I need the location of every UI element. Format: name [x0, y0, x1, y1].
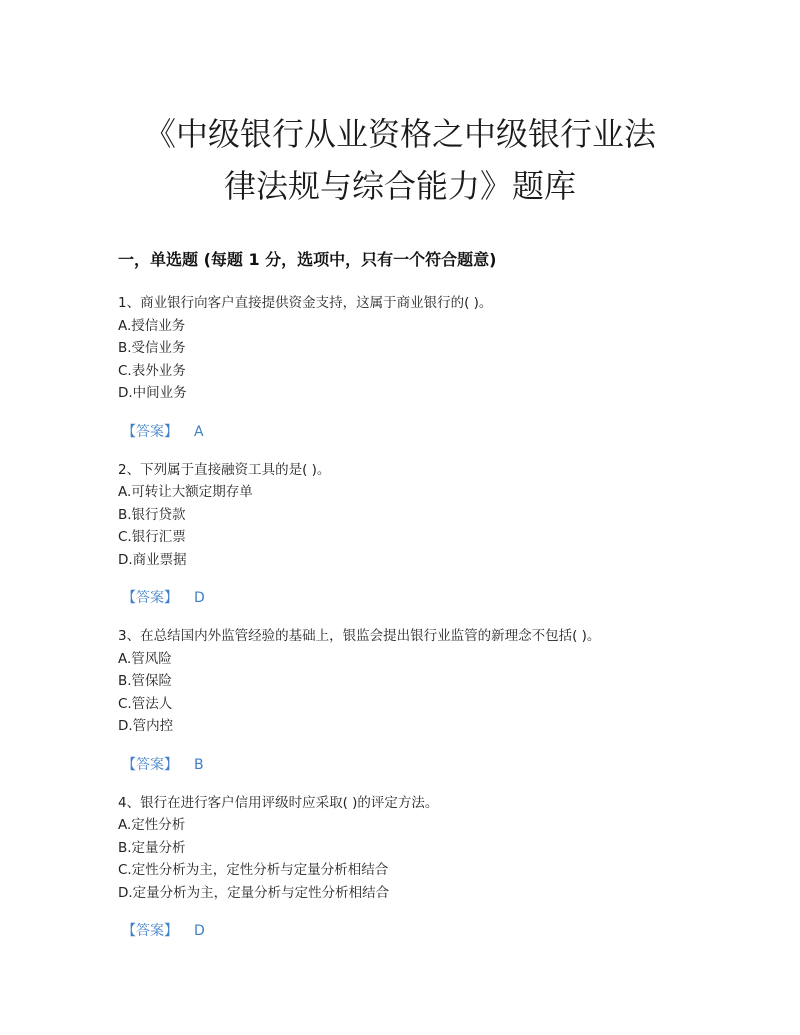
option-a: A.管风险	[118, 650, 172, 667]
option-b: B.定量分析	[118, 839, 186, 856]
answer-value: A	[194, 423, 204, 440]
option-d: D.中间业务	[118, 385, 187, 401]
answer-value: D	[194, 590, 205, 606]
option-c: C.表外业务	[118, 362, 186, 379]
answer-value: D	[194, 923, 205, 939]
section-heading: 一，单选题 (每题 1 分，选项中，只有一个符合题意)	[118, 250, 497, 269]
question-stem: 4、银行在进行客户信用评级时应采取( )的评定方法。	[118, 794, 439, 811]
question-4	[118, 792, 718, 942]
answer-value: B	[194, 756, 204, 773]
option-a: A.定性分析	[118, 817, 186, 833]
document-title	[100, 108, 700, 212]
option-a: A.可转让大额定期存单	[118, 484, 253, 500]
answer-label: 【答案】	[122, 423, 178, 440]
answer-line	[118, 422, 718, 442]
option-c: C.银行汇票	[118, 529, 186, 545]
title-line-1: 《中级银行从业资格之中级银行业法	[143, 115, 656, 153]
question-2	[118, 459, 718, 609]
option-b: B.受信业务	[118, 340, 186, 356]
option-b: B.银行贷款	[118, 506, 186, 523]
option-c: C.管法人	[118, 695, 173, 712]
answer-label: 【答案】	[122, 923, 178, 939]
answer-line	[118, 921, 718, 941]
question-stem: 3、在总结国内外监管经验的基础上，银监会提出银行业监管的新理念不包括( )。	[118, 628, 601, 644]
answer-line	[118, 588, 718, 608]
title-line-2: 律法规与综合能力》题库	[223, 167, 576, 205]
option-a: A.授信业务	[118, 317, 186, 334]
question-stem: 1、商业银行向客户直接提供资金支持，这属于商业银行的( )。	[118, 295, 493, 311]
option-b: B.管保险	[118, 673, 173, 689]
option-d: D.管内控	[118, 718, 174, 734]
question-stem: 2、下列属于直接融资工具的是( )。	[118, 461, 331, 478]
option-d: D.商业票据	[118, 551, 187, 568]
answer-label: 【答案】	[122, 590, 178, 606]
option-c: C.定性分析为主，定性分析与定量分析相结合	[118, 862, 389, 878]
question-list	[118, 292, 718, 958]
question-1	[118, 292, 718, 442]
question-3	[118, 625, 718, 775]
answer-label: 【答案】	[122, 756, 178, 773]
answer-line	[118, 755, 718, 775]
option-d: D.定量分析为主，定量分析与定性分析相结合	[118, 884, 390, 901]
